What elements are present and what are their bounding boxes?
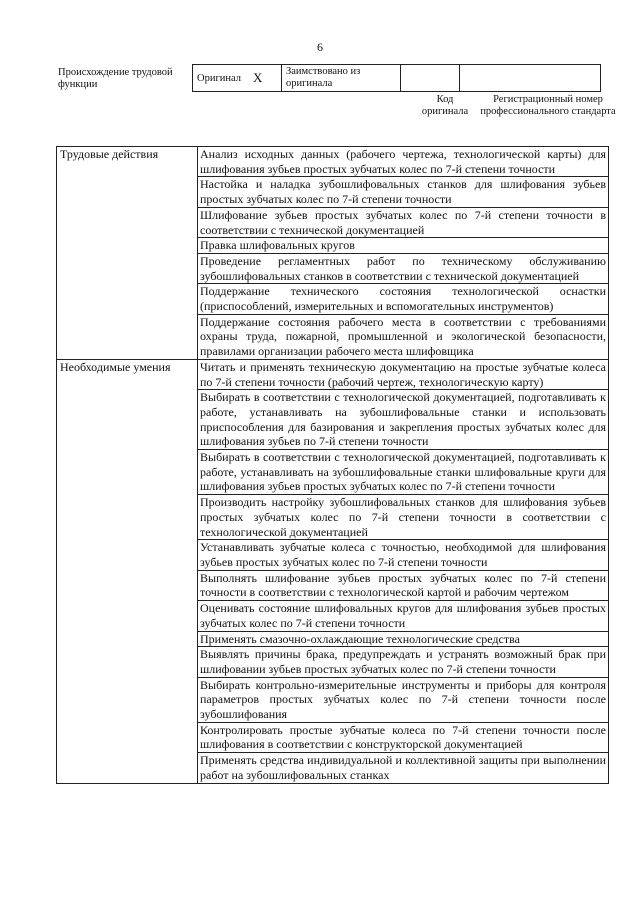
- table-cell: Шлифование зубьев простых зубчатых колес по 7-й степени точности в соответствии с технической документацией: [198, 207, 609, 237]
- table-cell: Выбирать в соответствии с технологической документацией, подготавливать к работе, устанавливать на зубошлифовальные станки шлифовальные круги для шлифования зубьев простых зубчатых колес по 7-й степени точности: [198, 450, 609, 495]
- registration-number-cell: [460, 65, 601, 92]
- page-number: 6: [317, 40, 323, 54]
- table-cell: Выполнять шлифование зубьев простых зубчатых колес по 7-й степени точности в соответствии с технологической картой и рабочим чертежом: [198, 570, 609, 600]
- section-label-actions: Трудовые действия: [57, 147, 198, 360]
- table-cell: Применять смазочно-охлаждающие технологические средства: [198, 631, 609, 647]
- original-code-cell: [401, 65, 460, 92]
- table-cell: Применять средства индивидуальной и коллективной защиты при выполнении работ на зубошлифовальных станках: [198, 753, 609, 783]
- original-mark: X: [249, 65, 282, 92]
- table-row: [57, 359, 609, 389]
- code-caption: Код оригинала: [421, 94, 469, 117]
- original-cell: Оригинал: [193, 65, 250, 92]
- table-cell: Поддержание состояния рабочего места в соответствии с требованиями охраны труда, пожарной, промышленной и экологической безопасности, правилами организации рабочего места шлифовщика: [198, 314, 609, 359]
- borrowed-cell: Заимствовано из оригинала: [282, 65, 401, 92]
- table-cell: Устанавливать зубчатые колеса с точностью, необходимой для шлифования зубьев простых зубчатых колес по 7-й степени точности: [198, 540, 609, 570]
- table-cell: Выявлять причины брака, предупреждать и устранять возможный брак при шлифовании зубьев простых зубчатых колес по 7-й степени точности: [198, 647, 609, 677]
- table-cell: Поддержание технического состояния технологической оснастки (приспособлений, измерительных и вспомогательных инструментов): [198, 284, 609, 314]
- table-cell: Выбирать в соответствии с технологической документацией, подготавливать к работе, устанавливать на зубошлифовальные станки и использовать приспособления для базирования и закрепления простых зубчатых колес для шлифования зубьев по 7-й степени точности: [198, 390, 609, 450]
- origin-label: Происхождение трудовой функции: [58, 67, 173, 90]
- table-row: [57, 147, 609, 177]
- table-cell: Оценивать состояние шлифовальных кругов для шлифования зубьев простых зубчатых колес по 7-й степени точности: [198, 601, 609, 631]
- table-cell: Правка шлифовальных кругов: [198, 238, 609, 254]
- reg-caption: Регистрационный номер профессионального стандарта: [480, 94, 616, 117]
- table-cell: Читать и применять техническую документацию на простые зубчатые колеса по 7-й степени точности (рабочий чертеж, технологическую карту): [198, 359, 609, 389]
- table-cell: Выбирать контрольно-измерительные инструменты и приборы для контроля параметров простых зубчатых колес по 7-й степени точности после зубошлифования: [198, 677, 609, 722]
- work-functions-table: [56, 146, 609, 784]
- table-cell: Контролировать простые зубчатые колеса по 7-й степени точности после шлифования в соответствии с конструкторской документацией: [198, 722, 609, 752]
- table-cell: Проведение регламентных работ по техническому обслуживанию зубошлифовальных станков в соответствии с технической документацией: [198, 253, 609, 283]
- table-cell: Производить настройку зубошлифовальных станков для шлифования зубьев простых зубчатых колес по 7-й степени точности в соответствии с технологической документацией: [198, 495, 609, 540]
- table-cell: Настойка и наладка зубошлифовальных станков для шлифования зубьев простых зубчатых колес по 7-й степени точности: [198, 177, 609, 207]
- table-cell: Анализ исходных данных (рабочего чертежа, технологической карты) для шлифования зубьев простых зубчатых колес по 7-й степени точности: [198, 147, 609, 177]
- origin-table: [192, 64, 601, 92]
- section-label-skills: Необходимые умения: [57, 359, 198, 783]
